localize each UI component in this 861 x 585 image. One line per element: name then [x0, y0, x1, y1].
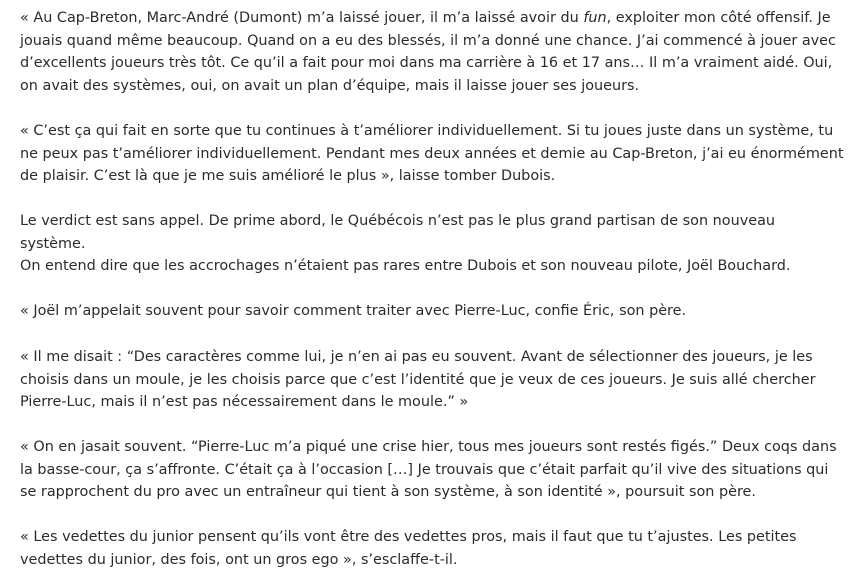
paragraph-verdict: Le verdict est sans appel. De prime abord, le Québécois n’est pas le plus grand partisan de son nouveau système.	[20, 213, 776, 252]
paragraph-conflicts: On entend dire que les accrochages n’étaient pas rares entre Dubois et son nouveau pilote, Joël Bouchard.	[20, 258, 791, 274]
paragraph-father-quote: « On en jasait souvent. “Pierre-Luc m’a piqué une crise hier, tous mes joueurs sont restés figés.” Deux coqs dans la basse-cour, ça s’affronte. C’était ça à l’occasion […] Je trouvais que c’était parfait qu’il vive des situations qui se rapprochent du pro avec un entraîneur qui tient à son système, à son identité », poursuit son père.	[20, 439, 837, 500]
paragraph-father-intro: « Joël m’appelait souvent pour savoir comment traiter avec Pierre-Luc, confie Éric, son père.	[20, 303, 687, 319]
paragraph-improve-quote: « C’est ça qui fait en sorte que tu continues à t’améliorer individuellement. Si tu joues juste dans un système, tu ne peux pas t’améliorer individuellement. Pendant mes deux années et demie au Cap-Breton, j’ai eu énormément de plaisir. C’est là que je me suis amélioré le plus », laisse tomber Dubois.	[20, 123, 844, 184]
paragraph-text-start: « Au Cap-Breton, Marc-André (Dumont) m’a laissé jouer, il m’a laissé avoir du	[20, 10, 584, 26]
paragraph-text-end: , exploiter mon côté offensif. Je jouais quand même beaucoup. Quand on a eu des blessés, il m’a donné une chance. J’ai commencé à jouer avec d’excellents joueurs très tôt. Ce qu’il a fait pour moi dans ma carrière à 16 et 17 ans… Il m’a vraiment aidé. Oui, on avait des systèmes, oui, on avait un plan d’équipe, mais il laisse jouer ses joueurs.	[20, 10, 836, 94]
paragraph-bouchard-quote: « Il me disait : “Des caractères comme lui, je n’en ai pas eu souvent. Avant de sélectionner des joueurs, je les choisis dans un moule, je les choisis parce que c’est l’identité que je veux de ces joueurs. Je suis allé chercher Pierre-Luc, mais il n’est pas nécessairement dans le moule.” »	[20, 349, 816, 410]
paragraph-ego-quote: « Les vedettes du junior pensent qu’ils vont être des vedettes pros, mais il faut que tu t’ajustes. Les petites vedettes du junior, des fois, ont un gros ego », s’esclaffe-t-il.	[20, 529, 797, 568]
paragraph-dumont-quote	[20, 7, 845, 97]
emphasis-fun: fun	[583, 10, 607, 26]
